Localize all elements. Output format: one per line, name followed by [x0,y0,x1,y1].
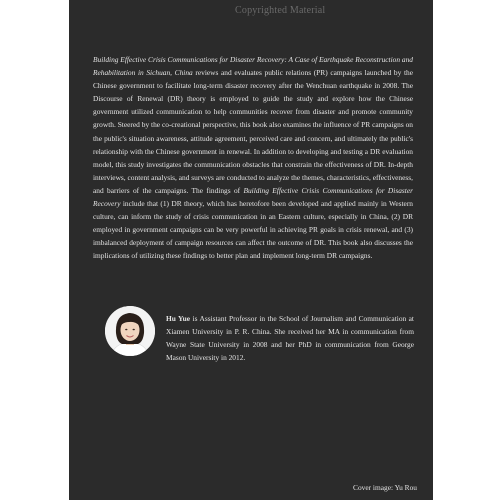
author-bio-text: is Assistant Professor in the School of Journalism and Communication at Xiamen University in P. R. China. She received her MA in communication from Wayne State University in 2008 and her PhD in communication from George Mason University in 2012. [166,314,414,363]
watermark-text: Copyrighted Material [235,5,326,16]
author-photo [105,306,155,356]
author-bio [166,312,414,364]
cover-image-credit: Cover image: Yu Rou [353,483,417,492]
author-portrait-image [105,306,155,356]
description-text-1: reviews and evaluates public relations (PR) campaigns launched by the Chinese government to facilitate long-term disaster recovery after the Wenchuan earthquake in 2008. The Discourse of Renewal (DR) theory is employed to guide the study and explore how the Chinese government utilized communication to help communities recover from disaster and promote community growth. Steered by the co-creational perspective, this book also examines the influence of PR campaigns on the public's situation awareness, attitude agreement, perceived care and concern, and ultimately the public's relationship with the Chinese government in renewal. In addition to developing and testing a DR evaluation model, this study investigates the communication obstacles that constrain the effectiveness of DR. In-depth interviews, content analysis, and surveys are conducted to analyze the themes, characteristics, effectiveness, and barriers of the campaigns. The findings of [93,68,413,195]
book-title-italic: Building Effective Crisis Communications for Disaster Recovery: A Case of Earthquake Reconstruction and Rehabilitation in Sichuan, China [93,55,413,78]
description-text-2: include that (1) DR theory, which has heretofore been developed and applied mainly in Western culture, can inform the study of crisis communication in an Eastern culture, especially in China, (2) DR employed in government campaigns can be very powerful in achieving PR goals in crisis renewal, and (3) imbalanced deployment of campaign resources can affect the outcome of DR. This book also discusses the implications of utilizing these findings to better plan and implement long-term DR campaigns. [93,199,413,261]
book-description [93,53,413,263]
book-title-short-italic: Building Effective Crisis Communications for Disaster Recovery [93,185,413,209]
author-name: Hu Yue [166,314,191,323]
back-cover [69,0,433,500]
